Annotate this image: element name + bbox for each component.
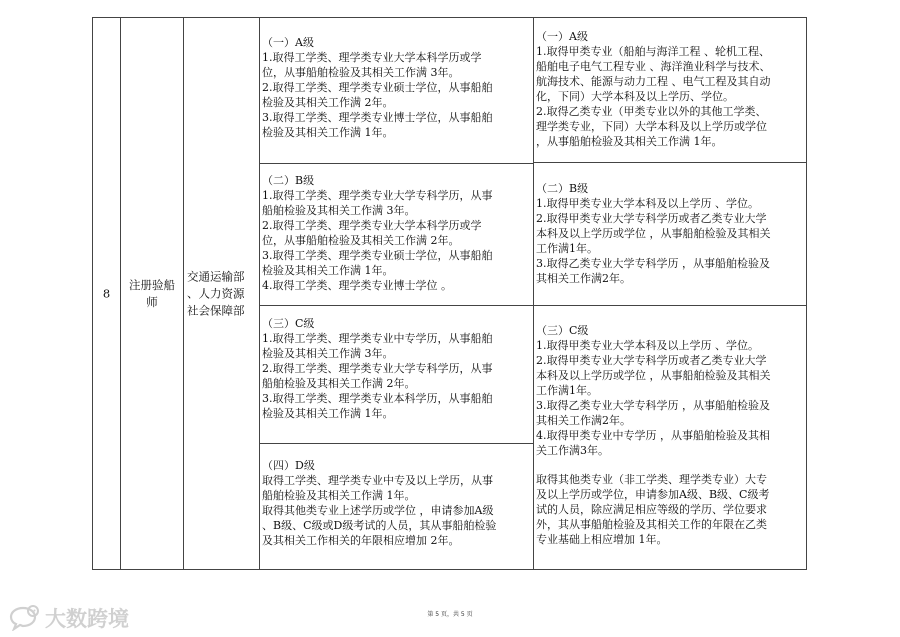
requirement-line: 1.取得甲类专业大学本科及以上学历 、学位。 [536, 197, 759, 210]
requirement-line: 1.取得工学类、理学类专业大学本科学历或学 [262, 51, 482, 64]
level-heading: （一）A级 [262, 36, 314, 49]
right-level-a [534, 29, 806, 149]
requirement-line: 3.取得工学类、理学类专业本科学历，从事船舶 [262, 392, 493, 405]
requirement-line: 4.取得甲类专业中专学历 ，从事船舶检验及其相 [536, 429, 770, 442]
requirement-line: 、B级、C级或D级考试的人员，其从事船舶检验 [262, 519, 497, 532]
requirement-line: 3.取得工学类、理学类专业硕士学位，从事船舶 [262, 249, 493, 262]
requirement-line: 取得工学类、理学类专业中专及以上学历，从事 [262, 474, 493, 487]
requirement-line: ，从事船舶检验及其相关工作满 1年。 [536, 135, 723, 148]
left-level-b [260, 173, 533, 293]
requirement-line: 2.取得甲类专业大学专科学历或者乙类专业大学 [536, 354, 767, 367]
department [187, 268, 257, 319]
requirement-line: 及其相关工作相关的年限相应增加 2年。 [262, 534, 460, 547]
requirement-line: 1.取得甲类专业大学本科及以上学历 、学位。 [536, 339, 759, 352]
requirement-line: 船舶电子电气工程专业 、海洋渔业科学与技术、 [536, 60, 771, 73]
requirements-old-column [260, 18, 534, 569]
note-line: 试的人员，除应满足相应等级的学历、学位要求 [536, 503, 767, 516]
row-divider [534, 305, 806, 306]
requirement-line: 2.取得工学类、理学类专业硕士学位，从事船舶 [262, 81, 493, 94]
requirement-line: 其相关工作满2年。 [536, 272, 631, 285]
level-heading: （三）C级 [536, 324, 589, 337]
requirement-line: 检验及其相关工作满 1年。 [262, 407, 394, 420]
row-divider [260, 163, 533, 164]
requirement-line: 工作满1年。 [536, 242, 598, 255]
requirement-line: 1.取得甲类专业（船舶与海洋工程 、轮机工程、 [536, 45, 770, 58]
requirement-line: 工作满1年。 [536, 384, 598, 397]
department-cell [184, 18, 260, 569]
requirement-line: 检验及其相关工作满 2年。 [262, 96, 394, 109]
requirement-line: 3.取得工学类、理学类专业博士学位，从事船舶 [262, 111, 493, 124]
requirement-line: 2.取得工学类、理学类专业大学专科学历，从事 [262, 362, 493, 375]
profession-name-cell [121, 18, 184, 569]
requirement-line: 船舶检验及其相关工作满 1年。 [262, 489, 416, 502]
note-line: 专业基础上相应增加 1年。 [536, 533, 668, 546]
left-level-c [260, 316, 533, 421]
note-line: 外，其从事船舶检验及其相关工作的年限在乙类 [536, 518, 767, 531]
requirement-line: 检验及其相关工作满 1年。 [262, 126, 394, 139]
left-level-a [260, 35, 533, 140]
level-heading: （三）C级 [262, 317, 315, 330]
requirement-line: 3.取得乙类专业大学专科学历 ，从事船舶检验及 [536, 399, 770, 412]
department-line: 社会保障部 [187, 303, 245, 317]
department-line: 、人力资源 [187, 286, 245, 300]
requirement-line: 其相关工作满2年。 [536, 414, 631, 427]
requirement-line: 本科及以上学历或学位 ，从事船舶检验及其相关 [536, 369, 771, 382]
requirement-line: 航海技术、能源与动力工程 、电气工程及其自动 [536, 75, 771, 88]
watermark-text: 大数跨境 [45, 607, 129, 631]
left-level-d [260, 458, 533, 548]
level-heading: （二）B级 [262, 174, 315, 187]
requirements-new-column [534, 18, 806, 569]
requirement-line: 1.取得工学类、理学类专业大学专科学历，从事 [262, 189, 493, 202]
requirement-line: 位，从事船舶检验及其相关工作满 3年。 [262, 66, 460, 79]
profession-name-line: 注册验船 [129, 277, 175, 292]
requirement-line: 理学类专业，下同）大学本科及以上学历或学位 [536, 120, 767, 133]
row-number-cell [93, 18, 121, 569]
requirement-line: 2.取得乙类专业（甲类专业以外的其他工学类、 [536, 105, 767, 118]
department-line: 交通运输部 [187, 269, 245, 283]
requirement-line: 取得其他类专业上述学历或学位 ，申请参加A级 [262, 504, 494, 517]
level-heading: （二）B级 [536, 182, 589, 195]
requirement-line: 3.取得乙类专业大学专科学历 ，从事船舶检验及 [536, 257, 770, 270]
level-heading: （一）A级 [536, 30, 588, 43]
page-footer: 第 5 页，共 5 页 [427, 611, 473, 618]
chat-bubble-logo-icon [9, 605, 41, 631]
row-divider [260, 443, 533, 444]
requirement-line: 船舶检验及其相关工作满 3年。 [262, 204, 416, 217]
requirement-line: 4.取得工学类、理学类专业博士学位 。 [262, 279, 452, 292]
row-number: 8 [102, 286, 111, 300]
qualification-table [92, 17, 807, 570]
requirement-line: 关工作满3年。 [536, 444, 609, 457]
requirement-line: 2.取得工学类、理学类专业大学本科学历或学 [262, 219, 482, 232]
requirement-line: 检验及其相关工作满 3年。 [262, 347, 394, 360]
level-heading: （四）D级 [262, 459, 315, 472]
watermark [9, 603, 129, 633]
right-level-c [534, 323, 806, 547]
requirement-line: 船舶检验及其相关工作满 2年。 [262, 377, 416, 390]
profession-name-line: 师 [146, 294, 158, 309]
profession-name [121, 277, 183, 311]
requirement-line: 位，从事船舶检验及其相关工作满 2年。 [262, 234, 460, 247]
requirement-line: 本科及以上学历或学位 ，从事船舶检验及其相关 [536, 227, 771, 240]
note-line: 取得其他类专业（非工学类、理学类专业）大专 [536, 473, 767, 486]
right-level-b [534, 181, 806, 286]
requirement-line: 化，下同）大学本科及以上学历、学位。 [536, 90, 734, 103]
requirement-line: 2.取得甲类专业大学专科学历或者乙类专业大学 [536, 212, 767, 225]
requirement-line: 检验及其相关工作满 1年。 [262, 264, 394, 277]
row-divider [260, 305, 533, 306]
requirement-line: 1.取得工学类、理学类专业中专学历，从事船舶 [262, 332, 493, 345]
note-line: 及以上学历或学位，申请参加A级、B级、C级考 [536, 488, 770, 501]
row-divider [534, 162, 806, 163]
